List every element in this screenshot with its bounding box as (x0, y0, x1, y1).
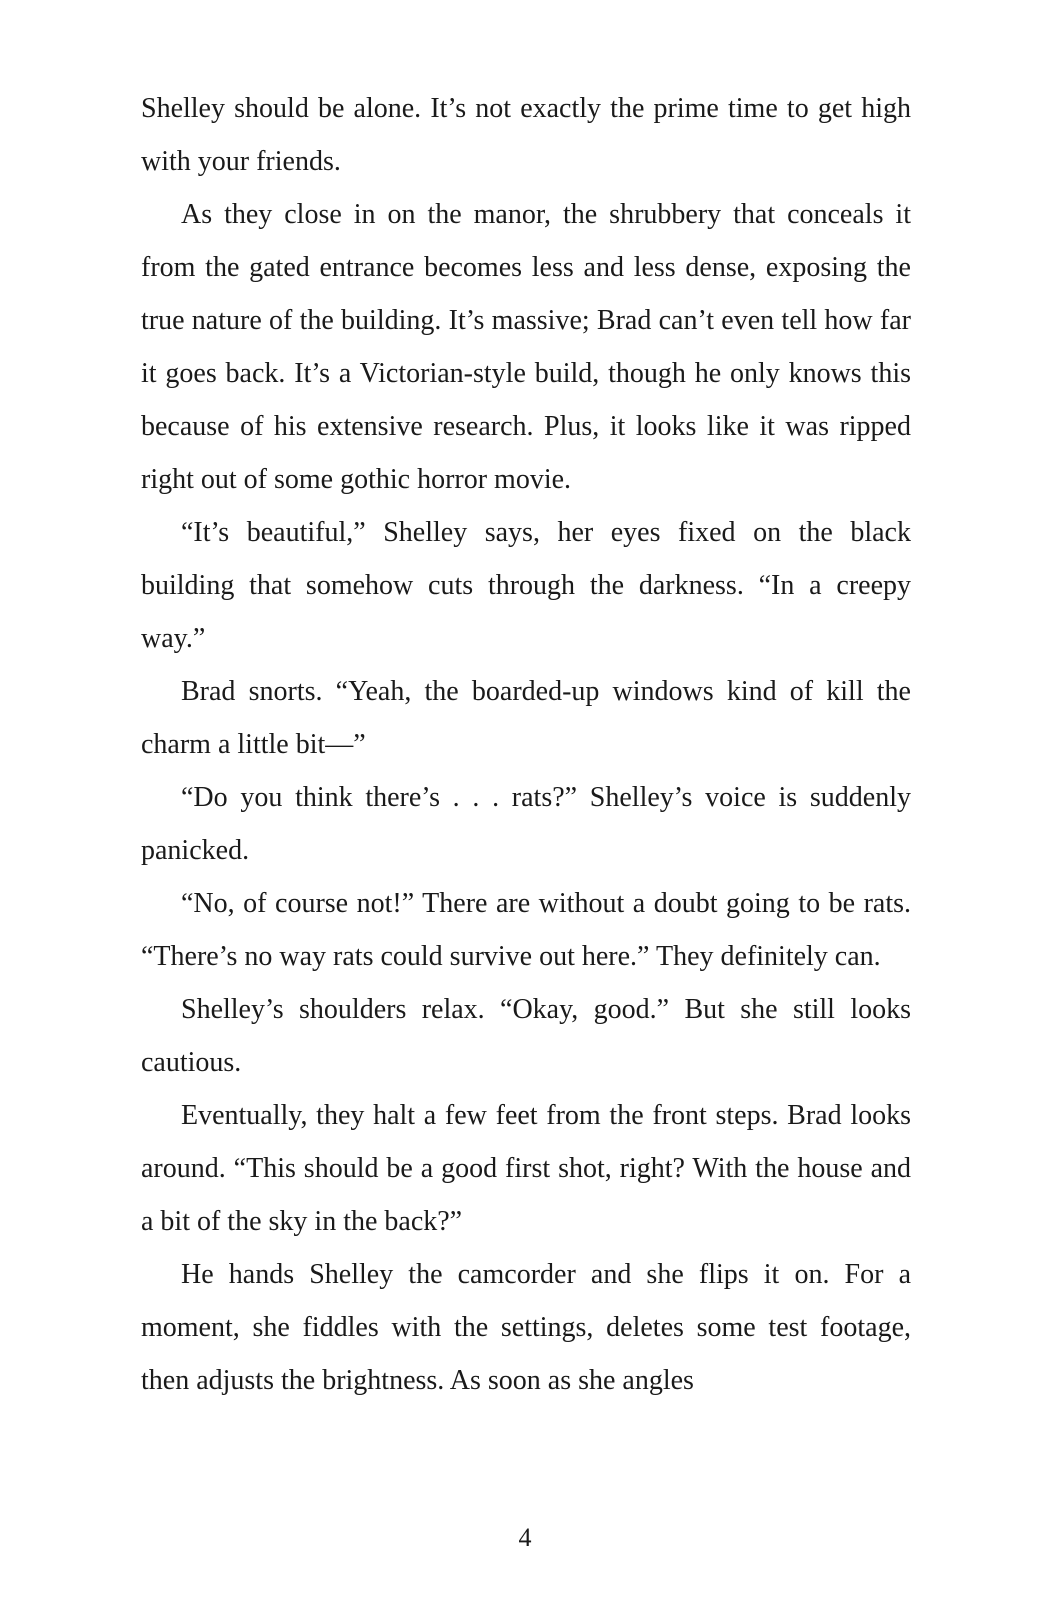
paragraph-2: As they close in on the manor, the shrubbery that conceals it from the gated entrance becomes less and less dense, exposing the true nature of the building. It’s massive; Brad can’t even tell how far it goes back. It’s a Victorian-style build, though he only knows this because of his extensive research. Plus, it looks like it was ripped right out of some gothic horror movie. (141, 199, 911, 495)
paragraph-9: He hands Shelley the camcorder and she flips it on. For a moment, she fiddles with the settings, deletes some test footage, then adjusts the brightness. As soon as she angles (141, 1259, 911, 1396)
paragraph-5: “Do you think there’s . . . rats?” Shelley’s voice is suddenly panicked. (141, 782, 911, 866)
paragraph-4: Brad snorts. “Yeah, the boarded-up windows kind of kill the charm a little bit—” (141, 676, 911, 760)
paragraph-1: Shelley should be alone. It’s not exactly the prime time to get high with your friends. (141, 93, 911, 177)
paragraph-6: “No, of course not!” There are without a doubt going to be rats. “There’s no way rats could survive out here.” They definitely can. (141, 888, 911, 972)
paragraph-7: Shelley’s shoulders relax. “Okay, good.” But she still looks cautious. (141, 994, 911, 1078)
paragraph-3: “It’s beautiful,” Shelley says, her eyes fixed on the black building that somehow cuts through the darkness. “In a creepy way.” (141, 517, 911, 654)
page-number: 4 (518, 1523, 532, 1552)
paragraph-8: Eventually, they halt a few feet from the front steps. Brad looks around. “This should be a good first shot, right? With the house and a bit of the sky in the back?” (141, 1100, 911, 1237)
body-text (141, 82, 911, 1407)
